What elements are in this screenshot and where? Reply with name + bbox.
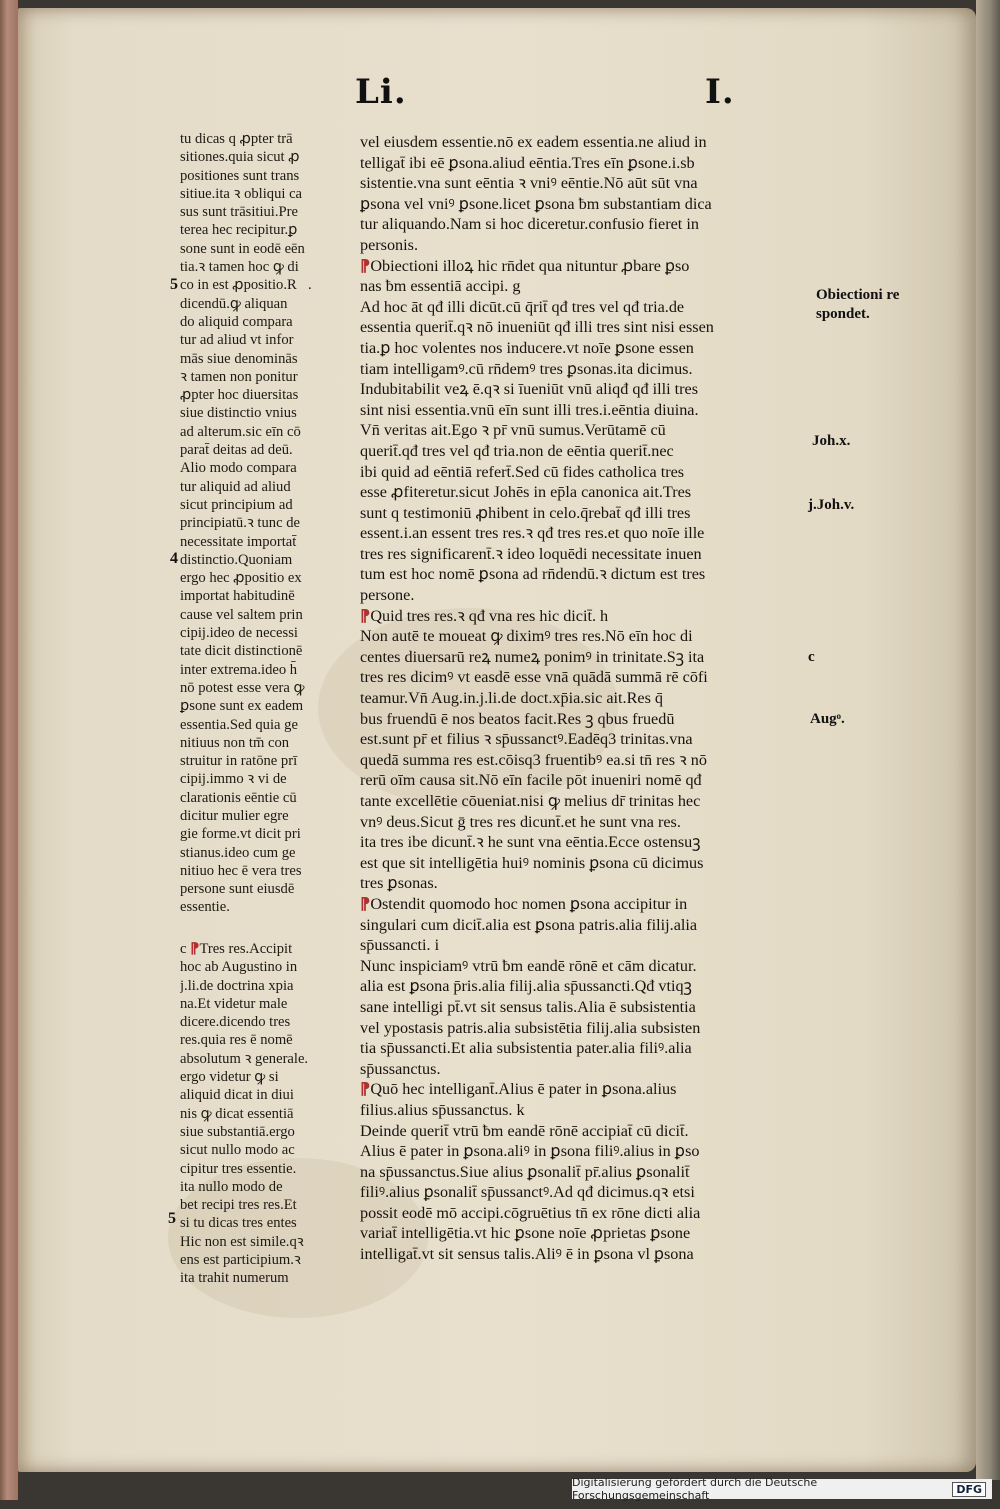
text-line: persone. (360, 586, 415, 605)
commentary-column-lower (180, 940, 330, 1288)
commentary-line: sone sunt in eodē eēn (180, 240, 305, 257)
margin-number: 5 (168, 1210, 176, 1227)
margin-note-joh-x: Joh.x. (812, 433, 851, 449)
text-line: tres res dicimꝰ vt easdē esse vnā quādā summā rē cōfi (360, 668, 708, 687)
text-line: ꝑsona vel vniꝰ ꝑsone.licet ꝑsona ƀm substantiam dica (360, 194, 712, 213)
rubricated-paragraph-mark: ⁋ (360, 606, 371, 625)
footer-credit-text: Digitalisierung gefördert durch die Deutsche Forschungsgemeinschaft (572, 1476, 818, 1502)
commentary-line: sus sunt trāsitiui.Pre (180, 204, 298, 221)
commentary-line: tate dicit distinctionē (180, 643, 303, 660)
commentary-line: ens est participium.ꝛ (180, 1252, 301, 1269)
text-line: sistentie.vna sunt eēntia ꝛ vniꝰ eēntie.Nō aūt sūt vna (360, 174, 698, 193)
commentary-line: ꝓpter hoc diuersitas (180, 387, 299, 404)
commentary-line: tu dicas q ꝓpter trā (180, 131, 293, 147)
commentary-line: si tu dicas tres entes (180, 1215, 297, 1232)
margin-note-line: Obiectioni re (816, 287, 900, 303)
text-line: rerū oīm causa sit.Nō eīn facile pōt inueniri nomē qđ (360, 771, 702, 790)
digitization-footer (572, 1476, 992, 1502)
margin-number: 4 (170, 550, 178, 567)
text-line: tres res significarent̄.ꝛ ideo loquēdi necessitate inuen (360, 544, 702, 563)
commentary-line: cipij.ideo de necessi (180, 625, 298, 642)
commentary-line: tur aliquid ad aliud (180, 478, 291, 495)
commentary-line: cause vel saltem prin (180, 606, 303, 623)
text-line: essentia querit̄.qꝛ nō inueniūt qđ illi tres sint nisi essen (360, 318, 714, 337)
commentary-line: importat habitudinē (180, 588, 295, 605)
text-line: ⁋Ostendit quomodo hoc nomen ꝑsona accipitur in (360, 894, 688, 913)
text-line: variat̄ intelligētia.vt hic ꝑsone noīe ꝓprietas ꝑsone (360, 1224, 691, 1243)
commentary-line: persone sunt eiusdē (180, 881, 295, 898)
commentary-line: aliquid dicat in diui (180, 1087, 294, 1104)
margin-note-letter-c: c (808, 649, 815, 665)
commentary-line: res.quia res ē nomē (180, 1032, 293, 1049)
commentary-line: essentia.Sed quia ge (180, 716, 298, 733)
text-line: centes diuersarū reꝝ numeꝝ ponimꝰ in trinitate.Sꝫ ita (360, 647, 705, 666)
text-line: bus fruendū ē nos beatos facit.Res ꝫ qbus fruedū (360, 709, 675, 728)
text-line: sunt q testimoniū ꝓhibent in celo.q̄rebat̄ qđ illi tres (360, 503, 691, 522)
commentary-line: essentie. (180, 899, 230, 916)
commentary-line: nis ꝙ dicat essentiā (180, 1105, 294, 1122)
text-line: possit eodē mō accipi.cōgruētius tn̄ ex rōne dicti alia (360, 1203, 701, 1222)
text-line: tum est hoc nomē ꝑsona ad rn̄dendū.ꝛ dictum est tres (360, 565, 706, 584)
text-line: alia est ꝑsona p̄ris.alia filij.alia sp̄ussancti.Qđ vtiqꝫ (360, 977, 692, 996)
text-line: vnꝰ deus.Sicut ḡ tres res dicunt̄.et he sunt vna res. (360, 812, 681, 831)
margin-note-line: spondet. (816, 306, 870, 322)
commentary-line: ꝛ tamen non ponitur (180, 368, 298, 385)
commentary-line: na.Et videtur male (180, 995, 288, 1012)
commentary-line: siue distinctio vnius (180, 405, 297, 422)
facing-page-edge (976, 0, 1000, 1480)
text-line: teamur.Vn̄ Aug.in.j.li.de doct.xp̄ia.sic ait.Res q̄ (360, 689, 664, 708)
text-line: tante excellētie cōueniat.nisi ꝙ melius dr̄ trinitas hec (360, 792, 701, 810)
commentary-line: ergo videtur ꝙ si (180, 1069, 279, 1086)
text-line: sint nisi essentia.vnū eīn sunt illi tres.i.eēntia diuina. (360, 400, 699, 419)
commentary-line: absolutum ꝛ generale. (180, 1050, 309, 1067)
commentary-line: sicut nullo modo ac (180, 1142, 295, 1159)
text-line: Ad hoc āt qđ illi dicūt.cū q̄rit̄ qđ tres vel qđ tria.de (360, 297, 685, 316)
text-line: ⁋Quō hec intelligant̄.Alius ē pater in ꝑsona.alius (360, 1080, 677, 1099)
text-line: Non autē te moueat ꝙ diximꝰ tres res.Nō eīn hoc di (360, 627, 693, 646)
text-line: sane intelligi pt̄.vt sit sensus talis.Alia ē subsistentia (360, 997, 696, 1016)
commentary-line: nitiuus non tm̄ con (180, 734, 290, 751)
text-line: Alius ē pater in ꝑsona.aliꝰ in ꝑsona filiꝰ.alius in ꝑso (360, 1142, 700, 1161)
text-line: tiam intelligamꝰ.cū rn̄demꝰ tres ꝑsonas.ita dicimus. (360, 359, 693, 378)
commentary-line: do aliquid compara (180, 313, 293, 330)
text-line: Indubitabilit veꝝ ē.qꝛ si īueniūt vnū aliqđ qđ illi tres (360, 380, 699, 399)
commentary-line: bet recipi tres res.Et (180, 1197, 297, 1214)
commentary-line: Alio modo compara (180, 460, 297, 477)
text-line: querit̄.qđ tres vel qđ tria.non de eēntia querit̄.nec (360, 441, 674, 460)
commentary-line: necessitate importat̄ (180, 533, 297, 550)
text-line: intelligat̄.vt sit sensus talis.Aliꝰ ē in ꝑsona vl ꝑsona (360, 1245, 694, 1264)
book-edge-left (0, 0, 18, 1500)
text-line: telligat̄ ibi eē ꝑsona.aliud eēntia.Tres eīn ꝑsone.i.sb (360, 153, 695, 172)
dfg-logo: DFG (952, 1482, 986, 1497)
commentary-line: tia.ꝛ tamen hoc ꝙ di (180, 259, 299, 276)
text-line: filiꝰ.alius ꝑsonalit̄ sp̄ussanctꝰ.Ad qđ dicimus.qꝛ etsi (360, 1183, 695, 1202)
text-line: tur aliquando.Nam si hoc diceretur.confusio fieret in (360, 215, 699, 234)
commentary-line: inter extrema.ideo h̄ (180, 661, 298, 678)
text-line: ibi quid ad eēntiā refert̄.Sed cū fides catholica tres (360, 462, 685, 481)
text-line: tia sp̄ussancti.Et alia subsistentia pater.alia filiꝰ.alia (360, 1039, 692, 1058)
commentary-line: tur ad aliud vt infor (180, 332, 294, 349)
text-line: esse ꝓfiteretur.sicut Johēs in ep̄la canonica ait.Tres (360, 483, 692, 502)
text-line: Nunc inspiciamꝰ vtrū ƀm eandē rōnē et cām dicatur. (360, 956, 697, 975)
text-line: sp̄ussancti. i (360, 936, 440, 955)
commentary-line: ita nullo modo de (180, 1178, 283, 1195)
commentary-line: j.li.de doctrina xpia (180, 977, 294, 994)
margin-note-aug: Augᵒ. (810, 711, 845, 727)
commentary-line: ita trahit numerum (180, 1270, 289, 1287)
commentary-line: sitiue.ita ꝛ obliqui ca (180, 185, 303, 202)
commentary-line: sicut principium ad (180, 496, 293, 513)
text-line: ⁋Quid tres res.ꝛ qđ vna res hic dicit̄. h (360, 606, 609, 625)
text-line: tia.ꝑ hoc volentes nos inducere.vt noīe ꝑsone essen (360, 338, 694, 357)
rubricated-paragraph-mark: ⁋ (360, 256, 371, 275)
commentary-line: ad alterum.sic eīn cō (180, 423, 301, 440)
commentary-line: nō potest esse vera ꝙ (180, 679, 305, 696)
commentary-line: nitiuo hec ē vera tres (180, 862, 302, 879)
commentary-line: dicendū.ꝙ aliquan (180, 295, 288, 312)
rubricated-paragraph-mark: ⁋ (360, 894, 371, 913)
rubricated-paragraph-mark: ⁋ (360, 1080, 371, 1099)
text-line: nas ƀm essentiā accipi. g (360, 277, 521, 296)
text-line: quedā summa res est.cōisq3 fruentibꝰ ea.si tn̄ res ꝛ nō (360, 750, 707, 769)
commentary-line: clarationis eēntie cū (180, 789, 297, 806)
text-line: est.sunt pr̄ et filius ꝛ sp̄ussanctꝰ.Eadēq3 trinitas.vna (360, 730, 693, 749)
main-text-column (360, 132, 790, 1265)
text-line: ita tres ibe dicunt̄.ꝛ he sunt vna eēntia.Ecce ostensuꝫ (360, 833, 701, 852)
text-line: personis. (360, 235, 418, 254)
commentary-line: distinctio.Quoniam (180, 551, 293, 568)
text-line: na sp̄ussanctus.Siue alius ꝑsonalit̄ pr̄.alius ꝑsonalit̄ (360, 1162, 690, 1181)
commentary-line: gie forme.vt dicit pri (180, 826, 301, 843)
text-line: ⁋Obiectioni illoꝝ hic rn̄det qua nituntur ꝓbare ꝑso (360, 256, 690, 275)
margin-number: 5 (170, 276, 178, 293)
commentary-line: cipij.immo ꝛ vi de (180, 771, 287, 788)
text-line: sp̄ussanctus. (360, 1059, 441, 1078)
text-line: Deinde querit̄ vtrū ƀm eandē rōnē accipiat̄ cū dicit̄. (360, 1121, 689, 1140)
commentary-line: dicitur mulier egre (180, 807, 289, 824)
commentary-line: ꝑsone sunt ex eadem (180, 698, 304, 715)
commentary-line: c ⁋Tres res.Accipit (180, 941, 293, 957)
text-line: est que sit intelligētia huiꝰ nominis ꝑsona cū dicimus (360, 853, 704, 872)
text-line: tres ꝑsonas. (360, 874, 438, 893)
text-line: vel ypostasis patris.alia subsistētia filij.alia subsisten (360, 1018, 701, 1037)
commentary-line: cipitur tres essentie. (180, 1160, 297, 1177)
text-line: essent.i.an essent tres res.ꝛ qđ tres res.et quo noīe ille (360, 524, 705, 543)
commentary-line: parat̄ deitas ad deū. (180, 442, 293, 459)
commentary-line: struitur in ratōne prī (180, 753, 298, 770)
commentary-line: hoc ab Augustino in (180, 959, 298, 976)
rubricated-paragraph-mark: ⁋ (190, 941, 200, 957)
commentary-line: mās siue denominās (180, 350, 298, 367)
commentary-line: terea hec recipitur.ꝑ (180, 222, 298, 239)
text-line: filius.alius sp̄ussanctus. k (360, 1100, 525, 1119)
commentary-line: Hic non est simile.qꝛ (180, 1233, 304, 1250)
commentary-line: dicere.dicendo tres (180, 1014, 291, 1031)
margin-note-obiectioni (816, 286, 899, 324)
commentary-line: principiatū.ꝛ tunc de (180, 515, 300, 532)
commentary-line: siue substantiā.ergo (180, 1123, 295, 1140)
commentary-line: positiones sunt trans (180, 167, 300, 184)
commentary-line: ergo hec ꝓpositio ex (180, 570, 302, 587)
commentary-column-upper (180, 130, 330, 917)
commentary-line: stianus.ideo cum ge (180, 844, 296, 861)
running-header-left: Li. (355, 72, 407, 112)
text-line: vel eiusdem essentie.nō ex eadem essentia.ne aliud in (360, 133, 707, 151)
commentary-line: co in est ꝓpositio.Rᷣ. (180, 277, 312, 294)
margin-note-joh-v: j.Joh.v. (808, 497, 855, 513)
commentary-line: sitiones.quia sicut ꝓ (180, 149, 300, 166)
text-line: Vn̄ veritas ait.Ego ꝛ pr̄ vnū sumus.Verūtamē cū (360, 421, 666, 440)
running-header-right: I. (705, 72, 735, 112)
text-line: singulari cum dicit̄.alia est ꝑsona patris.alia filij.alia (360, 915, 698, 934)
